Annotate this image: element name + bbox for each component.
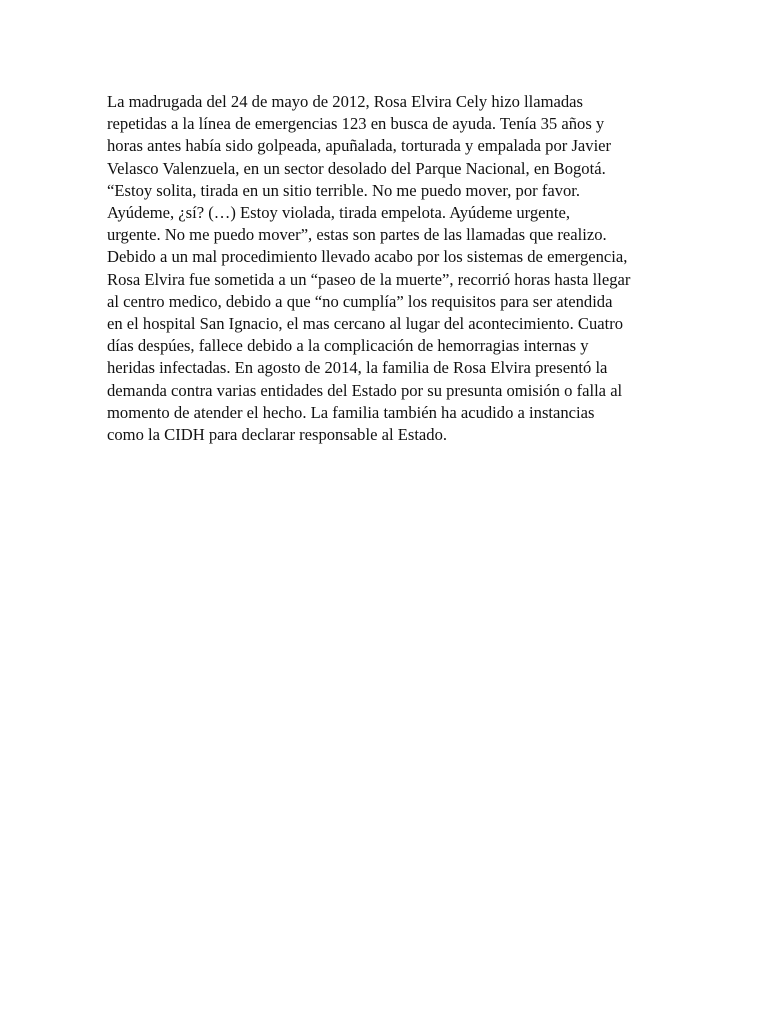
text-line: horas antes había sido golpeada, apuñalada, torturada y empalada por Javier <box>107 136 612 156</box>
text-line: momento de atender el hecho. La familia también ha acudido a instancias <box>107 402 595 422</box>
text-line: urgente. No me puedo mover”, estas son partes de las llamadas que realizo. <box>107 225 607 245</box>
text-line: repetidas a la línea de emergencias 123 en busca de ayuda. Tenía 35 años y <box>107 114 605 134</box>
text-line: “Estoy solita, tirada en un sitio terrible. No me puedo mover, por favor. <box>107 180 581 200</box>
text-line: días despúes, fallece debido a la complicación de hemorragias internas y <box>107 336 589 356</box>
text-line: al centro medico, debido a que “no cumplía” los requisitos para ser atendida <box>107 291 613 311</box>
text-line: La madrugada del 24 de mayo de 2012, Rosa Elvira Cely hizo llamadas <box>107 92 584 111</box>
body-paragraph <box>107 91 677 446</box>
text-line: Debido a un mal procedimiento llevado acabo por los sistemas de emergencia, <box>107 247 628 267</box>
text-line: demanda contra varias entidades del Estado por su presunta omisión o falla al <box>107 380 623 400</box>
text-line: heridas infectadas. En agosto de 2014, la familia de Rosa Elvira presentó la <box>107 358 608 378</box>
text-line: Rosa Elvira fue sometida a un “paseo de la muerte”, recorrió horas hasta llegar <box>107 269 631 289</box>
text-line: Velasco Valenzuela, en un sector desolado del Parque Nacional, en Bogotá. <box>107 158 606 178</box>
text-line: como la CIDH para declarar responsable al Estado. <box>107 425 448 445</box>
text-line: en el hospital San Ignacio, el mas cercano al lugar del acontecimiento. Cuatro <box>107 314 624 334</box>
text-line: Ayúdeme, ¿sí? (…) Estoy violada, tirada empelota. Ayúdeme urgente, <box>107 203 570 223</box>
